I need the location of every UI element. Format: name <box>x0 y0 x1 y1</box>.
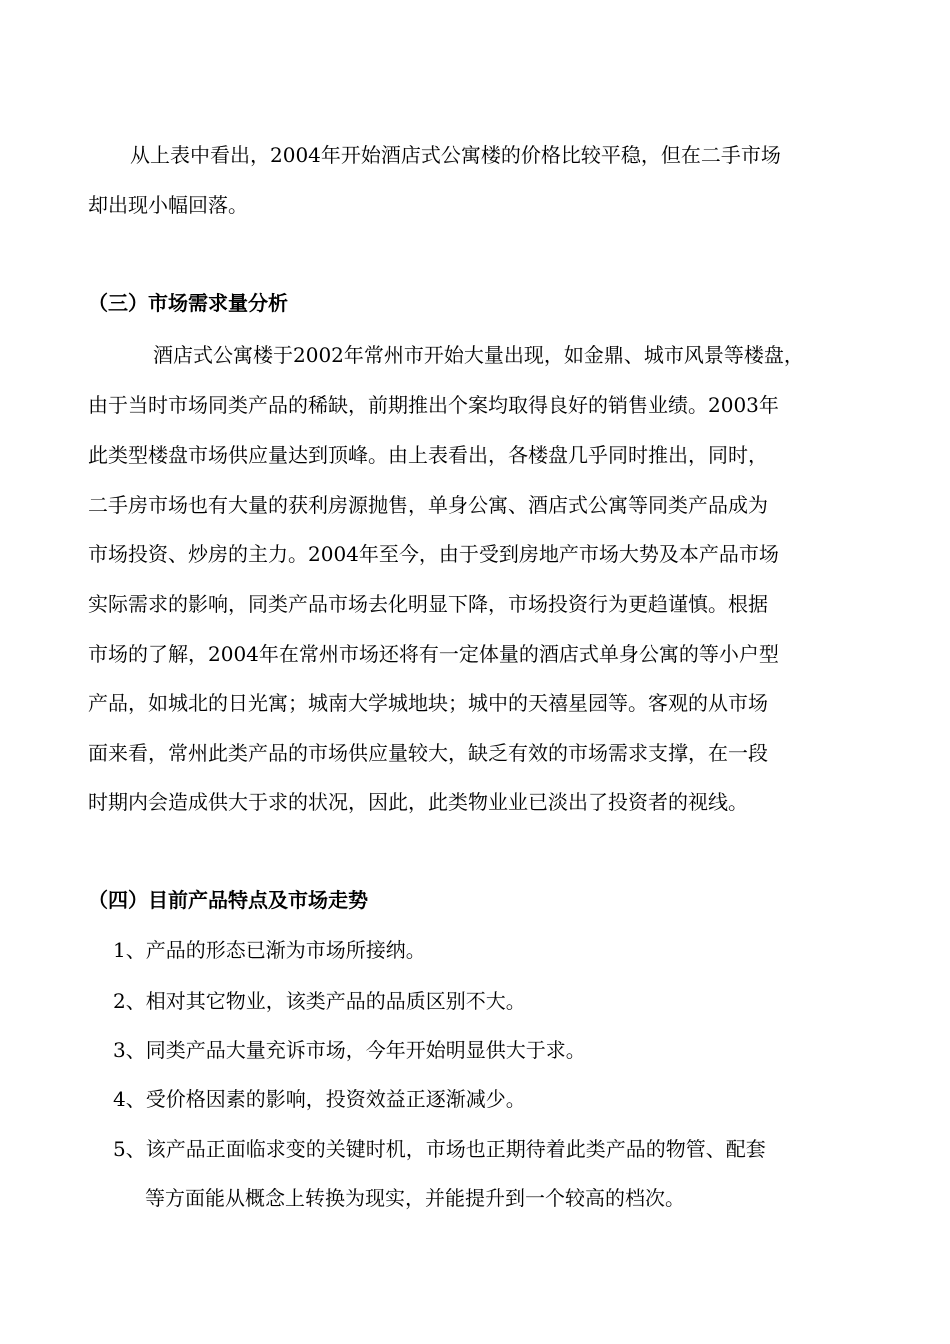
section-4-item-2: 2、相对其它物业，该类产品的品质区别不大。 <box>113 989 526 1013</box>
section-3-line-7: 市场的了解，2004年在常州市场还将有一定体量的酒店式单身公寓的等小户型 <box>88 642 779 666</box>
section-4-item-4: 4、受价格因素的影响，投资效益正逐渐减少。 <box>113 1087 526 1111</box>
section-4-item-5: 5、该产品正面临求变的关键时机，市场也正期待着此类产品的物管、配套 <box>113 1137 766 1161</box>
section-3-line-5: 市场投资、炒房的主力。2004年至今，由于受到房地产市场大势及本产品市场 <box>88 542 779 566</box>
section-4-heading: （四）目前产品特点及市场走势 <box>88 888 368 912</box>
section-3-line-1: 酒店式公寓楼于2002年常州市开始大量出现，如金鼎、城市风景等楼盘， <box>153 343 804 367</box>
section-3-line-10: 时期内会造成供大于求的状况，因此，此类物业业已淡出了投资者的视线。 <box>88 790 748 814</box>
section-3-line-6: 实际需求的影响，同类产品市场去化明显下降，市场投资行为更趋谨慎。根据 <box>88 592 768 616</box>
section-3-line-3: 此类型楼盘市场供应量达到顶峰。由上表看出，各楼盘几乎同时推出，同时， <box>88 443 768 467</box>
section-3-line-2: 由于当时市场同类产品的稀缺，前期推出个案均取得良好的销售业绩。2003年 <box>88 393 779 417</box>
section-4-item-3: 3、同类产品大量充诉市场，今年开始明显供大于求。 <box>113 1038 586 1062</box>
section-3-line-8: 产品，如城北的日光寓；城南大学城地块；城中的天禧星园等。客观的从市场 <box>88 691 768 715</box>
intro-line-1: 从上表中看出，2004年开始酒店式公寓楼的价格比较平稳，但在二手市场 <box>130 143 781 167</box>
section-4-item-1: 1、产品的形态已渐为市场所接纳。 <box>113 938 426 962</box>
section-3-line-9: 面来看，常州此类产品的市场供应量较大，缺乏有效的市场需求支撑，在一段 <box>88 741 768 765</box>
section-3-heading: （三）市场需求量分析 <box>88 291 288 315</box>
section-3-line-4: 二手房市场也有大量的获利房源抛售，单身公寓、酒店式公寓等同类产品成为 <box>88 493 768 517</box>
section-4-item-5-continued: 等方面能从概念上转换为现实，并能提升到一个较高的档次。 <box>145 1186 685 1210</box>
intro-line-2: 却出现小幅回落。 <box>88 193 248 217</box>
